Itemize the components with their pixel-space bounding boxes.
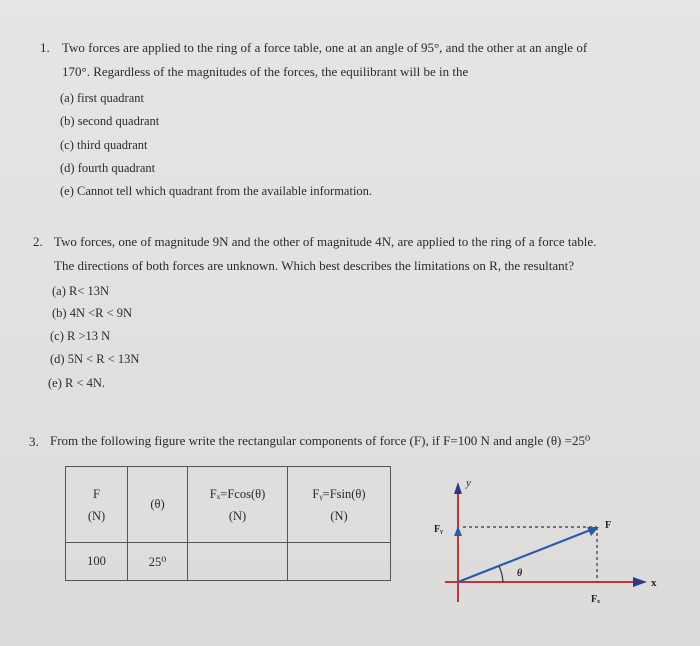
q2-text-line2: The directions of both forces are unknown. Which best describes the limitations on R, the resultant?: [54, 258, 574, 273]
y-axis-arrow-icon: [454, 482, 462, 494]
q2-option-e: (e) R < 4N.: [48, 376, 106, 390]
q2-option-a: (a) R< 13N: [52, 284, 110, 298]
q1-option-c: (c) third quadrant: [60, 138, 148, 152]
q2-text-line1: Two forces, one of magnitude 9N and the other of magnitude 4N, are applied to the ring of a force table.: [54, 234, 597, 249]
y-label: y: [466, 477, 471, 489]
header-fy: [288, 467, 391, 543]
fy-label: Fᵧ: [434, 524, 443, 535]
header-f-top: F: [93, 486, 100, 501]
cell-fy-value: [288, 543, 391, 581]
q1-number: 1.: [40, 40, 50, 55]
q1-option-a: (a) first quadrant: [60, 91, 144, 105]
q1-text-line1: Two forces are applied to the ring of a force table, one at an angle of 95°, and the other at an angle of: [62, 40, 588, 55]
header-fy-top: Fᵧ=Fsin(θ): [312, 486, 366, 501]
header-fx-bottom: (N): [228, 508, 247, 523]
theta-label: θ: [517, 568, 523, 579]
components-table: [65, 466, 391, 581]
x-label: x: [651, 577, 657, 589]
cell-fx-value: [188, 543, 288, 581]
f-label: F: [605, 520, 612, 531]
header-f: [66, 467, 128, 543]
force-vector: [458, 529, 593, 582]
q2-number: 2.: [33, 234, 43, 249]
q2-option-c: (c) R >13 N: [50, 329, 111, 343]
q2-option-d: (d) 5N < R < 13N: [50, 352, 140, 366]
q3-text: From the following figure write the rectangular components of force (F), if F=100 N and angle (θ) =25⁰: [50, 433, 591, 448]
fx-label: Fₓ: [591, 594, 600, 605]
cell-theta-value: 25⁰: [128, 543, 188, 581]
header-fx-top: Fₓ=Fcos(θ): [209, 486, 266, 501]
q1-option-b: (b) second quadrant: [60, 114, 160, 128]
q2-option-b: (b) 4N <R < 9N: [52, 306, 133, 320]
header-theta: (θ): [128, 467, 188, 543]
q1-option-d: (d) fourth quadrant: [60, 161, 156, 175]
header-f-bottom: (N): [87, 508, 106, 523]
force-figure: [425, 472, 665, 622]
q1-text-line2: 170°. Regardless of the magnitudes of the forces, the equilibrant will be in the: [62, 64, 469, 79]
header-fy-bottom: (N): [330, 508, 348, 523]
header-fx: [188, 467, 288, 543]
cell-f-value: 100: [66, 543, 128, 581]
fy-arrow-icon: [454, 526, 462, 536]
q1-option-e: (e) Cannot tell which quadrant from the available information.: [60, 184, 373, 198]
q3-number: 3.: [29, 434, 39, 449]
angle-arc: [499, 566, 503, 582]
x-axis-arrow-icon: [633, 577, 647, 587]
